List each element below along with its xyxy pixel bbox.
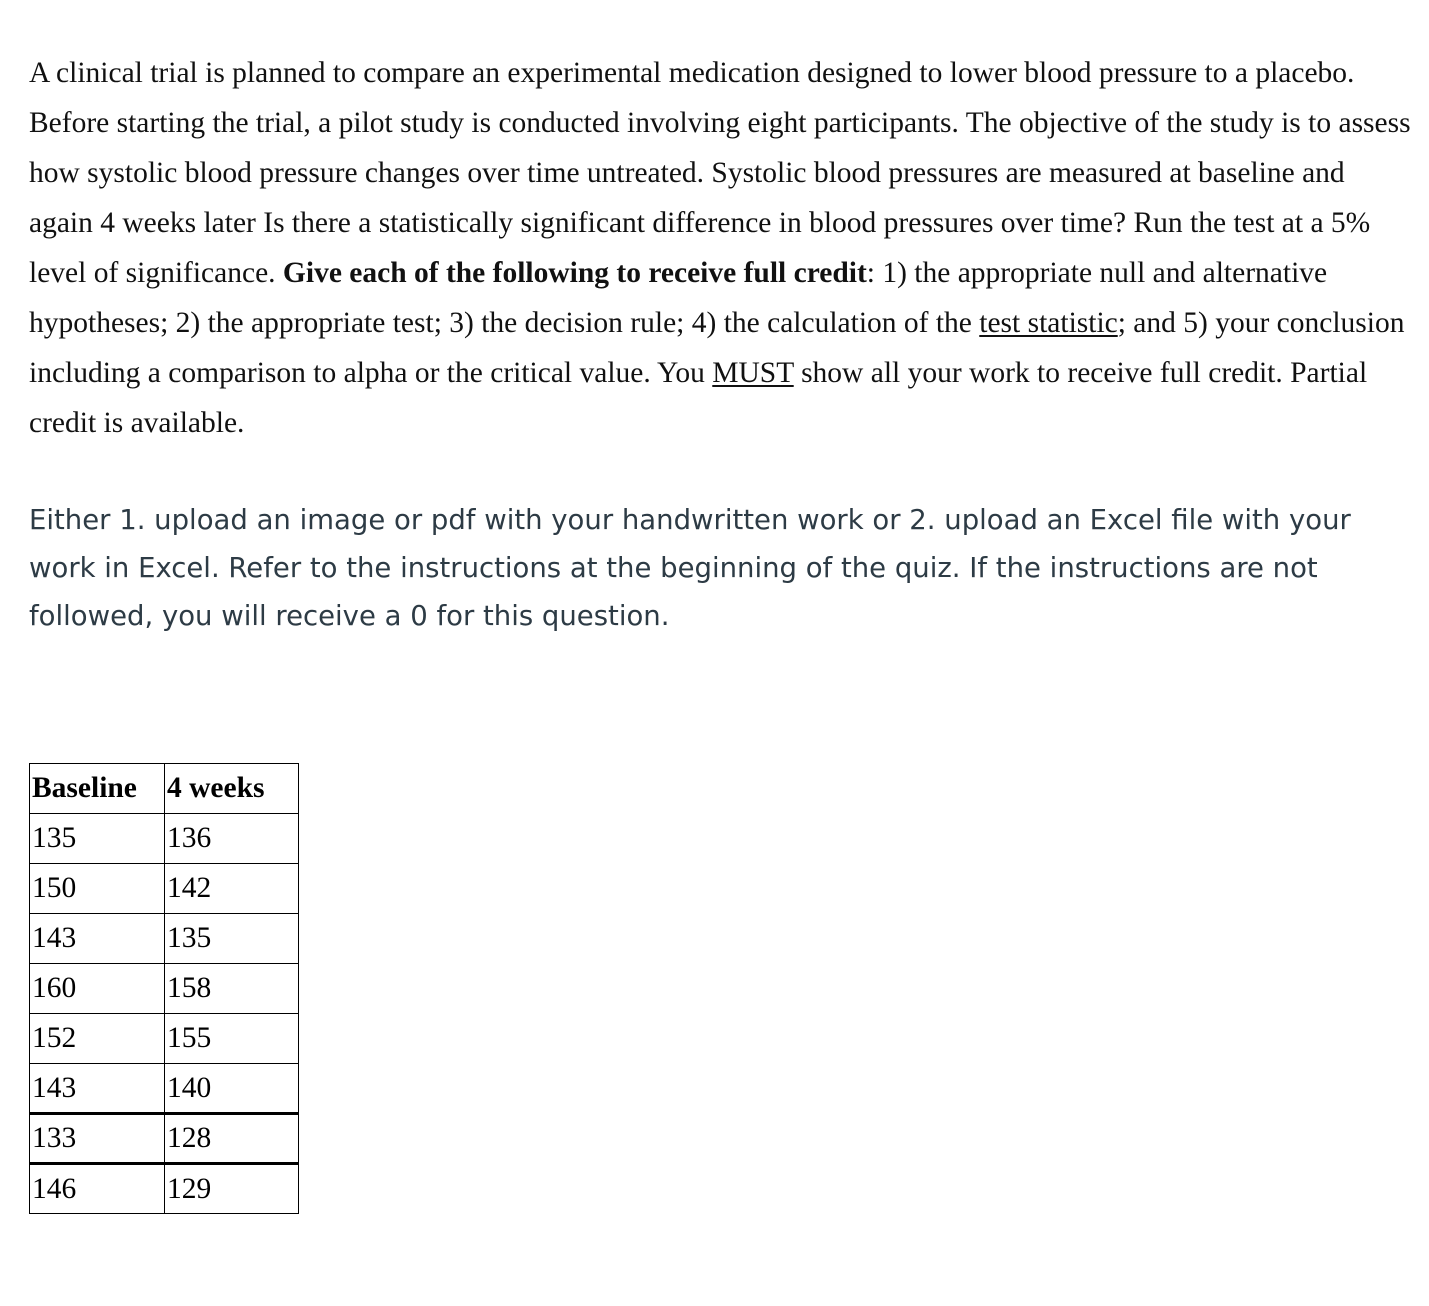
four-weeks-cell: 158 (165, 964, 299, 1014)
question-part-2: : 1) the appropriate null and alternative hypotheses; 2) the appropriate test; 3) the decision rule; 4) the calculation of the (29, 257, 1328, 339)
header-4-weeks: 4 weeks (165, 764, 299, 814)
baseline-cell: 152 (30, 1014, 165, 1064)
table-row (30, 914, 299, 964)
four-weeks-cell: 128 (165, 1114, 299, 1164)
question-underline-test-statistic: test statistic (979, 307, 1118, 339)
table-row (30, 1164, 299, 1214)
baseline-cell: 135 (30, 814, 165, 864)
four-weeks-cell: 136 (165, 814, 299, 864)
baseline-cell: 133 (30, 1114, 165, 1164)
baseline-cell: 143 (30, 914, 165, 964)
table-row (30, 964, 299, 1014)
table-row (30, 1064, 299, 1114)
question-underline-must: MUST (712, 357, 794, 389)
blood-pressure-table (29, 763, 299, 1214)
baseline-cell: 146 (30, 1164, 165, 1214)
four-weeks-cell: 129 (165, 1164, 299, 1214)
table-row (30, 864, 299, 914)
table-header-row (30, 764, 299, 814)
question-bold-instruction: Give each of the following to receive full credit (282, 257, 867, 289)
four-weeks-cell: 135 (165, 914, 299, 964)
question-part-3: ; and 5) your conclusion including a comparison to alpha or the critical value. You (29, 307, 1405, 389)
four-weeks-cell: 142 (165, 864, 299, 914)
question-part-1: A clinical trial is planned to compare an experimental medication designed to lower blood pressure to a placebo. Before starting the trial, a pilot study is conducted involving eight participants. The objective of the study is to assess how systolic blood pressure changes over time untreated. Systolic blood pressures are measured at baseline and again 4 weeks later Is there a statistically significant difference in blood pressures over time? Run the test at a 5% level of significance. (29, 57, 1411, 289)
question-part-4: show all your work to receive full credit. Partial credit is available. (29, 357, 1368, 439)
table-row (30, 1014, 299, 1064)
baseline-cell: 150 (30, 864, 165, 914)
four-weeks-cell: 155 (165, 1014, 299, 1064)
baseline-cell: 143 (30, 1064, 165, 1114)
table-row (30, 814, 299, 864)
header-baseline: Baseline (30, 764, 165, 814)
table-row (30, 1114, 299, 1164)
upload-instructions: Either 1. upload an image or pdf with your handwritten work or 2. upload an Excel file with your work in Excel. Refer to the instructions at the beginning of the quiz. If the instructions are not followed, you will receive a 0 for this question. (29, 504, 1351, 632)
baseline-cell: 160 (30, 964, 165, 1014)
question-text (29, 48, 1414, 448)
four-weeks-cell: 140 (165, 1064, 299, 1114)
